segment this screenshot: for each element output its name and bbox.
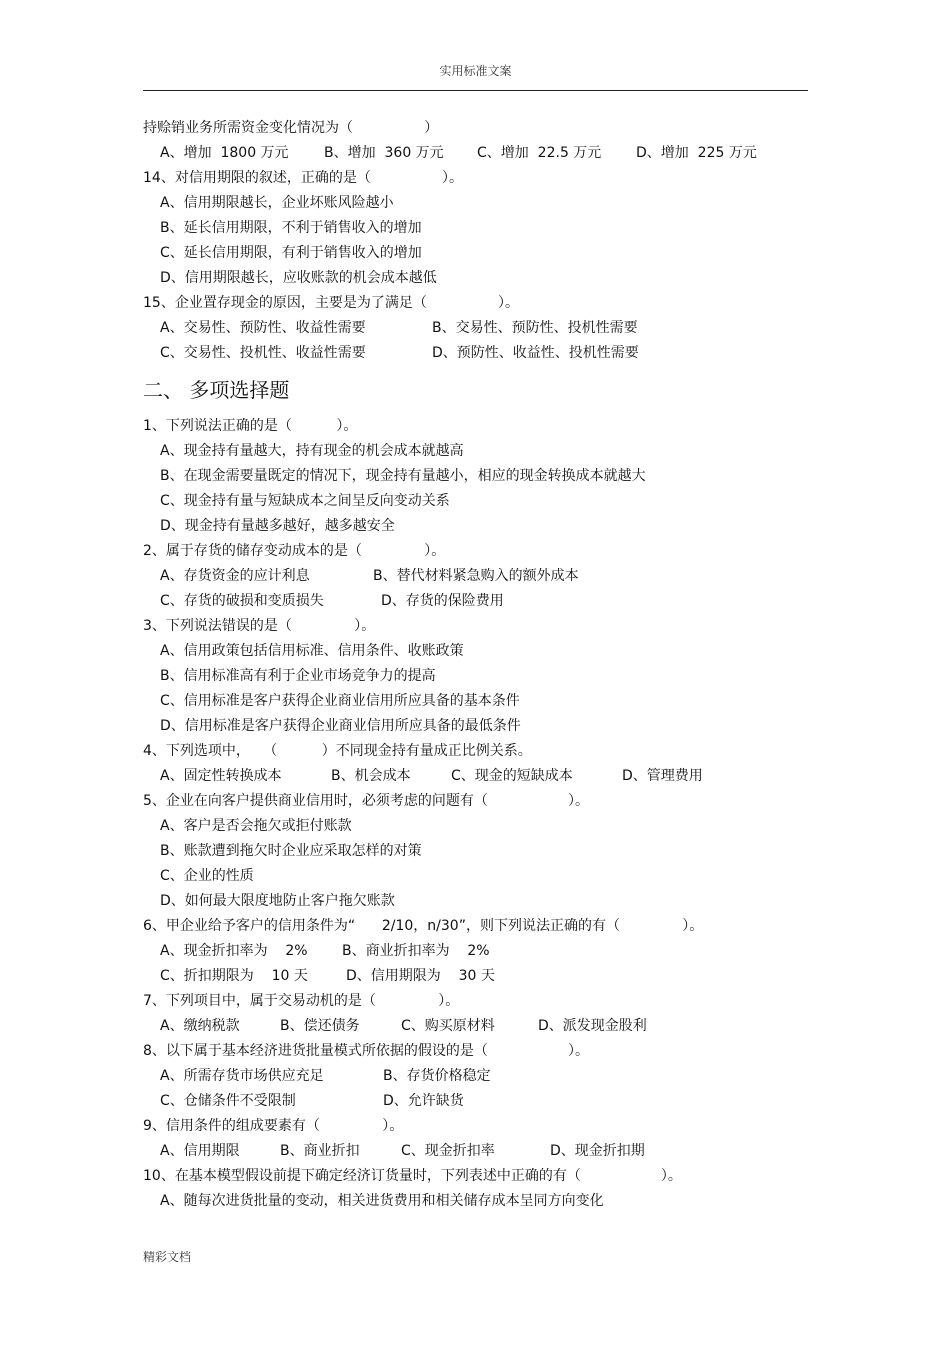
- option: D、信用期限越长，应收账款的机会成本越低: [160, 270, 437, 286]
- option: A、信用期限越长，企业坏账风险越小: [160, 195, 394, 211]
- option: A、现金折扣率为 2%: [160, 943, 308, 959]
- option-row: [143, 341, 808, 366]
- option: C、增加 22.5 万元: [477, 145, 602, 161]
- option: A、现金持有量越大，持有现金的机会成本就越高: [160, 443, 464, 459]
- option-row: [143, 589, 808, 614]
- option: A、增加 1800 万元: [160, 145, 289, 161]
- document-body: [143, 116, 808, 1214]
- option: A、缴纳税款: [160, 1018, 240, 1034]
- option: C、信用标准是客户获得企业商业信用所应具备的基本条件: [160, 693, 520, 709]
- page-footer: 精彩文档: [143, 1250, 192, 1264]
- option: B、账款遭到拖欠时企业应采取怎样的对策: [160, 843, 422, 859]
- option: B、商业折扣率为 2%: [342, 943, 490, 959]
- option: C、折扣期限为 10 天: [160, 968, 308, 984]
- option: B、商业折扣: [280, 1143, 360, 1159]
- option-row: [143, 564, 808, 589]
- option: A、所需存货市场供应充足: [160, 1068, 324, 1084]
- option-row: [143, 316, 808, 341]
- option: B、偿还债务: [280, 1018, 360, 1034]
- option: A、信用期限: [160, 1143, 240, 1159]
- option: C、延长信用期限，有利于销售收入的增加: [160, 245, 422, 261]
- option: A、客户是否会拖欠或拒付账款: [160, 818, 352, 834]
- option: B、增加 360 万元: [324, 145, 444, 161]
- question-text: 3、下列说法错误的是（ ）。: [143, 618, 376, 634]
- header-divider: [143, 90, 808, 91]
- question-text: 持赊销业务所需资金变化情况为（ ）: [143, 120, 439, 136]
- option: C、仓储条件不受限制: [160, 1093, 296, 1109]
- question-text: 8、以下属于基本经济进货批量模式所依据的假设的是（ ）。: [143, 1043, 590, 1059]
- question-text: 2、属于存货的储存变动成本的是（ ）。: [143, 543, 446, 559]
- option: C、现金持有量与短缺成本之间呈反向变动关系: [160, 493, 450, 509]
- option: B、延长信用期限，不利于销售收入的增加: [160, 220, 422, 236]
- option: A、信用政策包括信用标准、信用条件、收账政策: [160, 643, 464, 659]
- option: A、固定性转换成本: [160, 768, 282, 784]
- option: A、交易性、预防性、收益性需要: [160, 320, 366, 336]
- question-text: 10、在基本模型假设前提下确定经济订货量时，下列表述中正确的有（ ）。: [143, 1168, 682, 1184]
- option: D、如何最大限度地防止客户拖欠账款: [160, 893, 395, 909]
- option: D、现金折扣期: [550, 1143, 645, 1159]
- option-row: [143, 1064, 808, 1089]
- option: B、交易性、预防性、投机性需要: [432, 320, 638, 336]
- option-row: [143, 1139, 808, 1164]
- option: D、增加 225 万元: [636, 145, 757, 161]
- question-text: 14、对信用期限的叙述，正确的是（ ）。: [143, 170, 464, 186]
- section-title: 二、 多项选择题: [143, 378, 290, 402]
- option: C、交易性、投机性、收益性需要: [160, 345, 366, 361]
- option: B、存货价格稳定: [383, 1068, 491, 1084]
- option: B、替代材料紧急购入的额外成本: [373, 568, 579, 584]
- option: C、购买原材料: [401, 1018, 495, 1034]
- option: D、管理费用: [622, 768, 703, 784]
- option: D、信用期限为 30 天: [346, 968, 495, 984]
- option: C、现金的短缺成本: [451, 768, 573, 784]
- option: D、预防性、收益性、投机性需要: [432, 345, 639, 361]
- option-row: [143, 1089, 808, 1114]
- question-text: 1、下列说法正确的是（ ）。: [143, 418, 358, 434]
- page-header: 实用标准文案: [439, 64, 512, 78]
- option: B、机会成本: [331, 768, 411, 784]
- option: D、现金持有量越多越好，越多越安全: [160, 518, 395, 534]
- question-text: 9、信用条件的组成要素有（ ）。: [143, 1118, 404, 1134]
- option: C、现金折扣率: [401, 1143, 495, 1159]
- option: B、在现金需要量既定的情况下，现金持有量越小，相应的现金转换成本就越大: [160, 468, 646, 484]
- option: B、信用标准高有利于企业市场竞争力的提高: [160, 668, 436, 684]
- option-row: [143, 141, 808, 166]
- option: D、存货的保险费用: [381, 593, 504, 609]
- option: C、存货的破损和变质损失: [160, 593, 324, 609]
- option: A、随每次进货批量的变动，相关进货费用和相关储存成本呈同方向变化: [160, 1193, 604, 1209]
- option-row: [143, 939, 808, 964]
- option-row: [143, 964, 808, 989]
- option-row: [143, 1014, 808, 1039]
- option: D、派发现金股利: [538, 1018, 647, 1034]
- option: A、存货资金的应计利息: [160, 568, 310, 584]
- option: D、允许缺货: [383, 1093, 464, 1109]
- question-text: 15、企业置存现金的原因，主要是为了满足（ ）。: [143, 295, 520, 311]
- question-text: 7、下列项目中，属于交易动机的是（ ）。: [143, 993, 460, 1009]
- option: D、信用标准是客户获得企业商业信用所应具备的最低条件: [160, 718, 521, 734]
- option: C、企业的性质: [160, 868, 254, 884]
- question-text: 6、甲企业给予客户的信用条件为“ 2/10，n/30”，则下列说法正确的有（ ）。: [143, 918, 704, 934]
- option-row: [143, 764, 808, 789]
- question-text: 4、下列选项中， （ ）不同现金持有量成正比例关系。: [143, 743, 532, 759]
- question-text: 5、企业在向客户提供商业信用时，必须考虑的问题有（ ）。: [143, 793, 590, 809]
